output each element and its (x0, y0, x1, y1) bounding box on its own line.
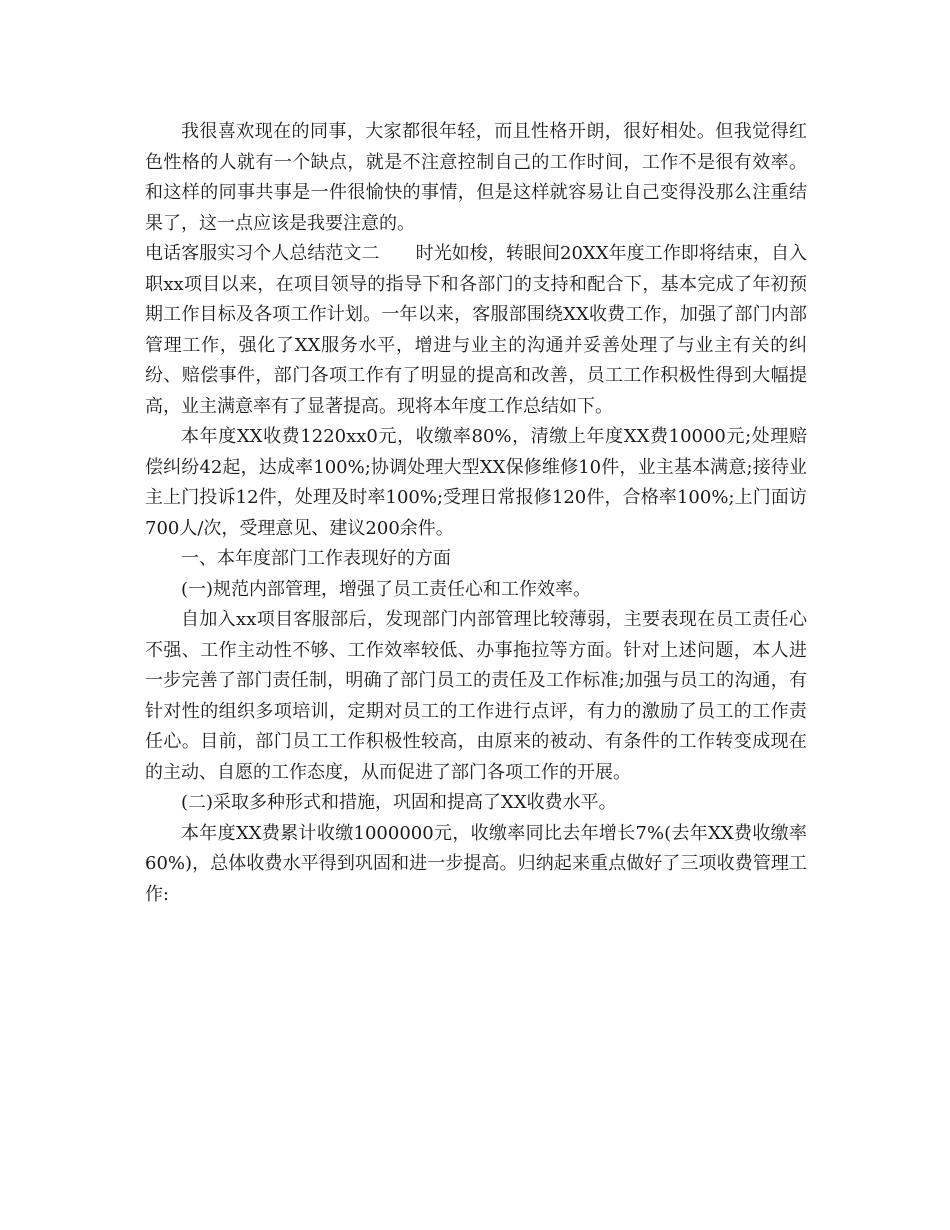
paragraph-colleagues: 我很喜欢现在的同事，大家都很年轻，而且性格开朗，很好相处。但我觉得红色性格的人就有一个缺点，就是不注意控制自己的工作时间，工作不是很有效率。和这样的同事共事是一件很愉快的事情，但是这样就容易让自己变得没那么注重结果了，这一点应该是我要注意的。 (145, 121, 807, 234)
paragraph-internal-management: 自加入xx项目客服部后，发现部门内部管理比较薄弱，主要表现在员工责任心不强、工作主动性不够、工作效率较低、办事拖拉等方面。针对上述问题，本人进一步完善了部门责任制，明确了部门员工的责任及工作标准;加强与员工的沟通，有针对性的组织多项培训，定期对员工的工作进行点评，有力的激励了员工的工作责任心。目前，部门员工工作积极性较高，由原来的被动、有条件的工作转变成现在的主动、自愿的工作态度，从而促进了部门各项工作的开展。 (145, 609, 807, 783)
section-heading-1: 一、本年度部门工作表现好的方面 (181, 548, 451, 569)
paragraph-fee-collection: 本年度XX费累计收缴1000000元，收缴率同比去年增长7%(去年XX费收缴率60%)，总体收费水平得到巩固和进一步提高。归纳起来重点做好了三项收费管理工作: (145, 822, 807, 905)
subsection-heading-2: (二)采取多种形式和措施，巩固和提高了XX收费水平。 (181, 792, 617, 813)
document-body (145, 117, 807, 910)
subsection-heading-1: (一)规范内部管理，增强了员工责任心和工作效率。 (181, 578, 592, 600)
paragraph-statistics: 本年度XX收费1220xx0元，收缴率80%，清缴上年度XX费10000元;处理赔偿纠纷42起，达成率100%;协调处理大型XX保修维修10件，业主基本满意;接待业主上门投诉12件，处理及时率100%;受理日常报修120件，合格率100%;上门面访700人/次，受理意见、建议200余件。 (145, 426, 807, 539)
paragraph-summary-intro: 电话客服实习个人总结范文二 时光如梭，转眼间20XX年度工作即将结束，自入职xx项目以来，在项目领导的指导下和各部门的支持和配合下，基本完成了年初预期工作目标及各项工作计划。一年以来，客服部围绕XX收费工作，加强了部门内部管理工作，强化了XX服务水平，增进与业主的沟通并妥善处理了与业主有关的纠纷、赔偿事件，部门各项工作有了明显的提高和改善，员工工作积极性得到大幅提高，业主满意率有了显著提高。现将本年度工作总结如下。 (145, 243, 807, 417)
